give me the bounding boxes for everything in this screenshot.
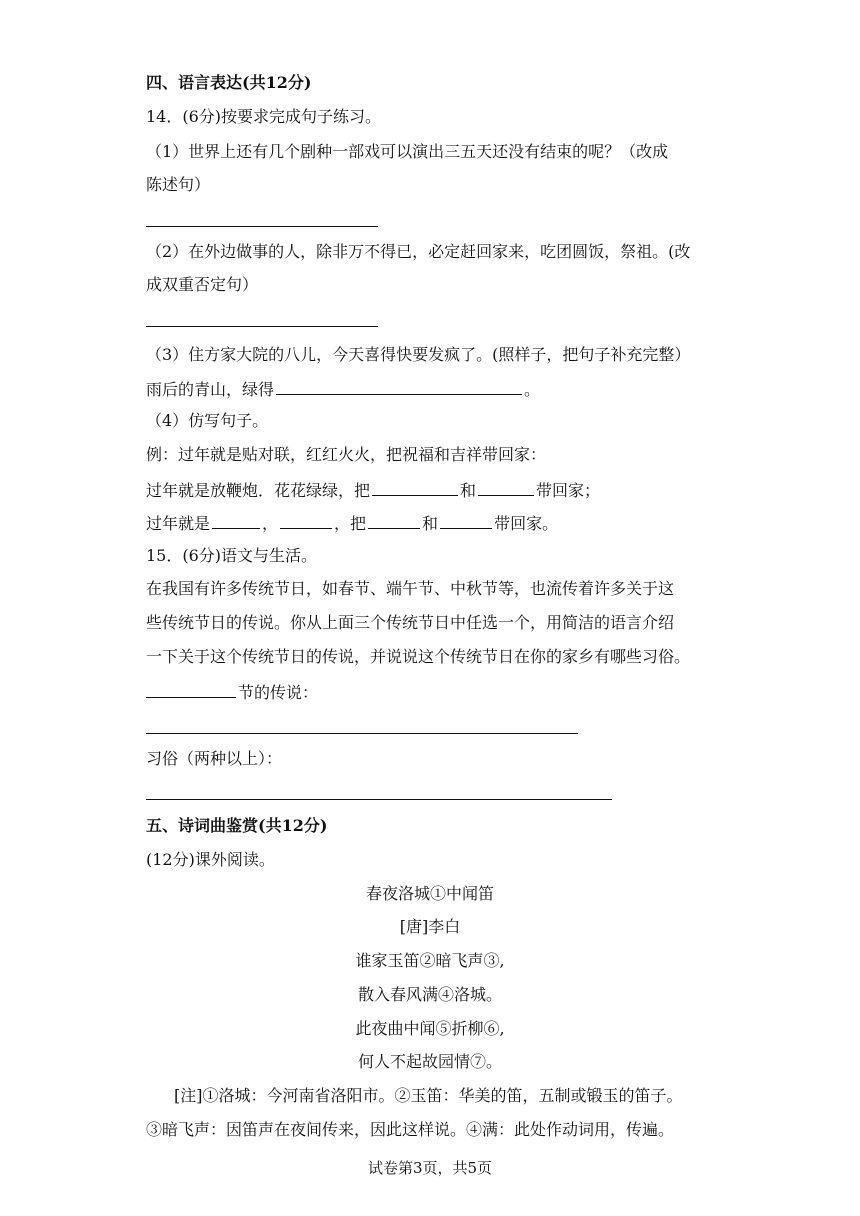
- p4-l2-blank-4[interactable]: [440, 511, 492, 529]
- q15-body-2: 些传统节日的传说。你从上面三个传统节日中任选一个，用简洁的语言介绍: [146, 613, 675, 632]
- p4-l2-text-c: ，把: [334, 514, 367, 533]
- p4-l1-blank-1[interactable]: [372, 478, 458, 496]
- q15-customs-label: 习俗（两种以上）：: [146, 749, 283, 768]
- p4-l1-blank-2[interactable]: [478, 478, 534, 496]
- p4-l1-text-c: 带回家；: [536, 481, 601, 500]
- p4-l2-text-d: 和: [422, 514, 439, 533]
- poem-line-2: 散入春风满④洛城。: [357, 985, 502, 1004]
- q14-p1-line2: 陈述句）: [146, 175, 211, 194]
- section5-intro: (12分)课外阅读。: [146, 850, 275, 869]
- p4-l2-blank-3[interactable]: [368, 511, 420, 529]
- poem-title: 春夜洛城①中闻笛: [365, 884, 494, 903]
- q14-p2-line1: （2）在外边做事的人，除非万不得已，必定赶回家来，吃团圆饭，祭祖。(改: [146, 242, 691, 261]
- q15-body-3: 一下关于这个传统节日的传说，并说说这个传统节日在你的家乡有哪些习俗。: [146, 647, 691, 666]
- answer-line-customs[interactable]: [146, 799, 612, 800]
- festival-blank[interactable]: [146, 680, 236, 698]
- q14-p4-title: （4）仿写句子。: [146, 411, 269, 430]
- poem-line-1: 谁家玉笛②暗飞声③,: [355, 951, 505, 970]
- p4-l1-text-a: 过年就是放鞭炮．花花绿绿，把: [146, 481, 371, 500]
- q15-legend-line: [146, 680, 318, 704]
- q14-p4-line2: [146, 511, 558, 535]
- answer-line-p2[interactable]: [146, 326, 378, 327]
- section5-heading: 五、诗词曲鉴赏(共12分): [146, 816, 328, 835]
- p4-l2-blank-1[interactable]: [212, 511, 260, 529]
- q14-stem: 14．(6分)按要求完成句子练习。: [146, 107, 382, 126]
- section4-heading: 四、语言表达(共12分): [146, 73, 312, 92]
- poem-line-4: 何人不起故园情⑦。: [357, 1052, 502, 1071]
- poem-line-3: 此夜曲中闻⑤折柳⑥,: [355, 1019, 505, 1038]
- q14-p3-line1: （3）住方家大院的八儿，今天喜得快要发疯了。(照样子，把句子补充完整）: [146, 345, 691, 364]
- q14-p4-line1: [146, 478, 600, 502]
- poem-note-2: ③暗飞声：因笛声在夜间传来，因此这样说。④满：此处作动词用，传遍。: [146, 1120, 675, 1139]
- p4-l2-blank-2[interactable]: [280, 511, 332, 529]
- p4-l1-text-b: 和: [460, 481, 477, 500]
- p3-suffix: 。: [524, 380, 541, 399]
- p4-l2-text-e: 带回家。: [494, 514, 559, 533]
- q15-stem: 15．(6分)语文与生活。: [146, 546, 318, 565]
- legend-suffix: 节的传说：: [238, 683, 319, 702]
- answer-line-p1[interactable]: [146, 226, 378, 227]
- poem-author: [唐]李白: [399, 917, 461, 936]
- answer-line-legend[interactable]: [146, 733, 578, 734]
- p4-l2-text-b: ，: [262, 514, 279, 533]
- p4-l2-text-a: 过年就是: [146, 514, 211, 533]
- p3-prefix: 雨后的青山，绿得: [146, 380, 275, 399]
- q14-p1-line1: （1）世界上还有几个剧种一部戏可以演出三五天还没有结束的呢？（改成: [146, 142, 669, 161]
- q14-p3-line2: [146, 377, 540, 401]
- q14-p2-line2: 成双重否定句）: [146, 275, 259, 294]
- page-footer: 试卷第3页，共5页: [367, 1159, 493, 1177]
- q14-p4-example: 例：过年就是贴对联，红红火火，把祝福和吉祥带回家：: [146, 445, 547, 464]
- q15-body-1: 在我国有许多传统节日，如春节、端午节、中秋节等，也流传着许多关于这: [146, 579, 675, 598]
- p3-blank[interactable]: [276, 377, 522, 395]
- poem-note-1: [注]①洛城：今河南省洛阳市。②玉笛：华美的笛，五制或锻玉的笛子。: [174, 1086, 683, 1105]
